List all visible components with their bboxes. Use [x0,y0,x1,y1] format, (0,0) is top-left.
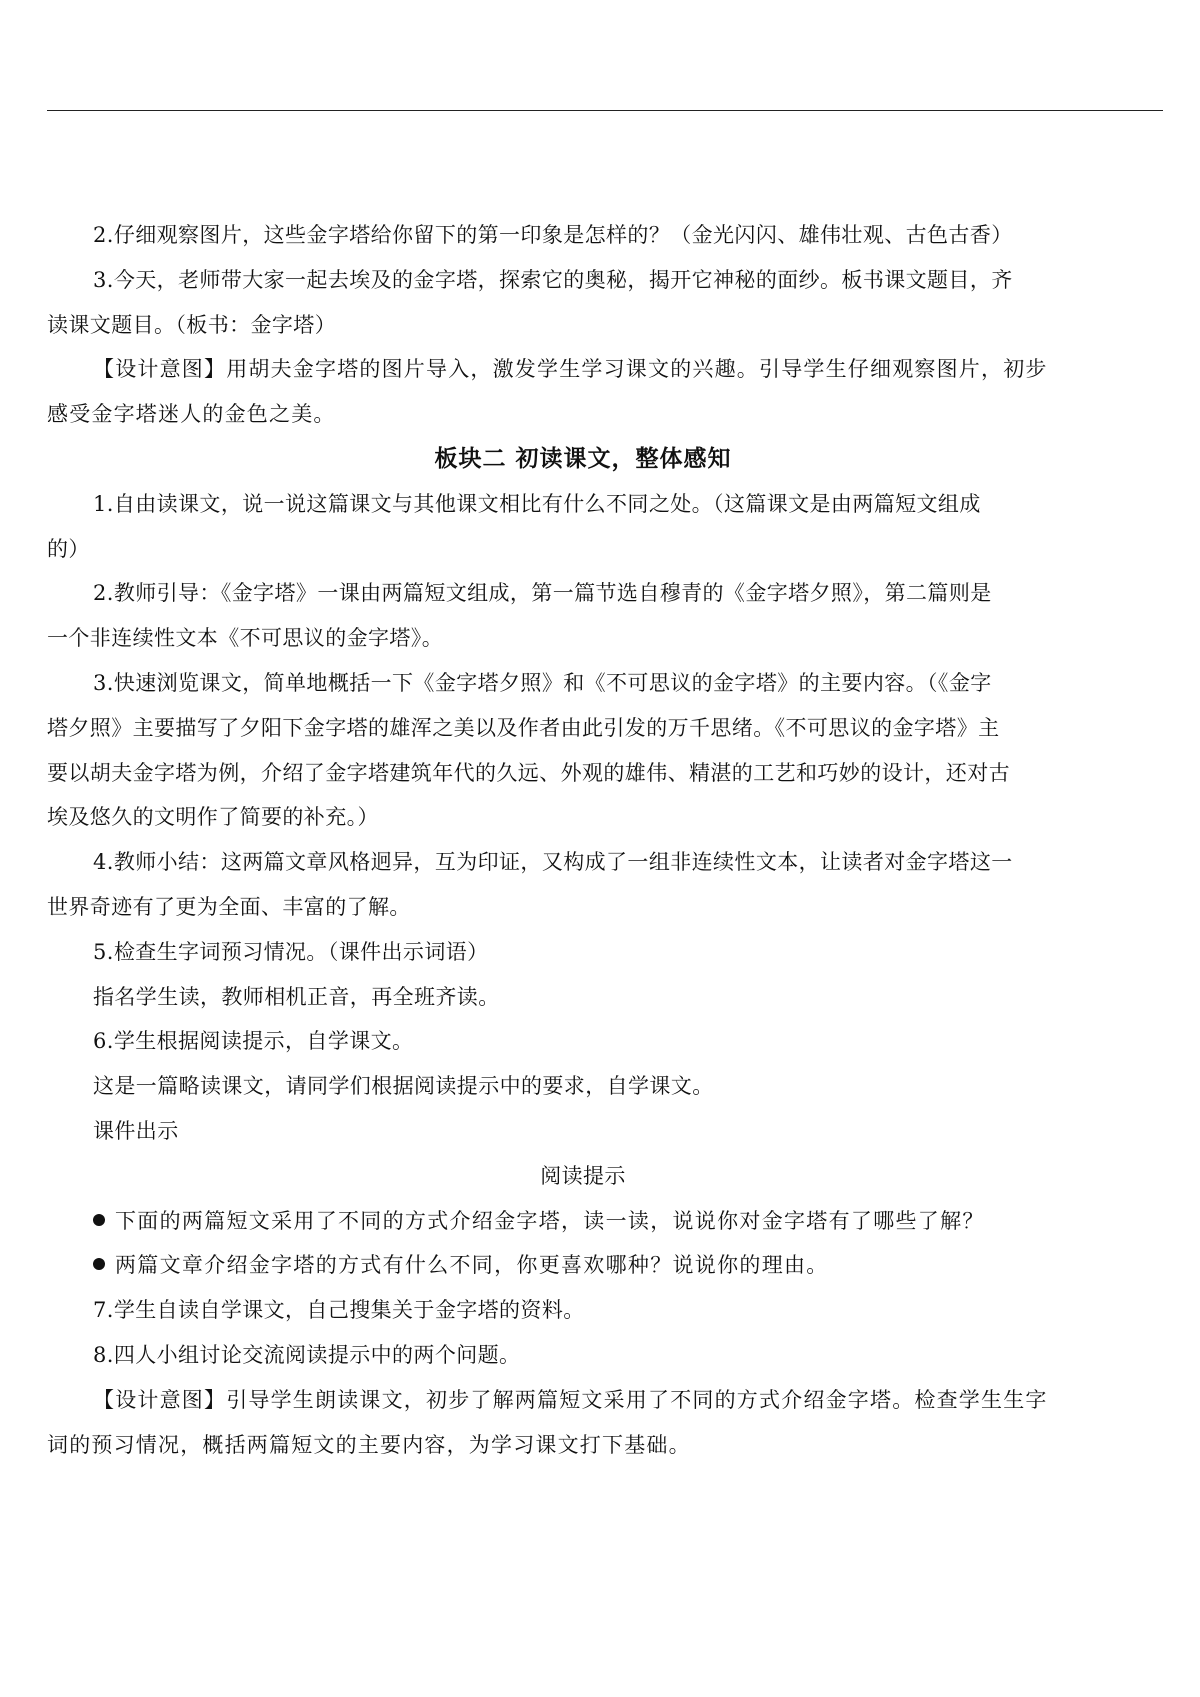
reading-tips-title: 阅读提示 [540,1163,626,1188]
design-intent-1-cont: 感受金字塔迷人的金色之美。 [47,402,336,427]
design-intent-1: 【设计意图】用胡夫金字塔的图片导入，激发学生学习课文的兴趣。引导学生仔细观察图片，初步 [93,357,1048,382]
section2-step-5-detail: 指名学生读，教师相机正音，再全班齐读。 [93,984,500,1009]
section2-step-5: 5.检查生字词预习情况。（课件出示词语） [93,939,489,964]
reading-tip-1 [47,1199,1119,1244]
paragraph-step-2: 2.仔细观察图片，这些金字塔给你留下的第一印象是怎样的？（金光闪闪、雄伟壮观、古色古香） [93,223,1013,247]
section2-step-2: 2.教师引导：《金字塔》一课由两篇短文组成，第一篇节选自穆青的《金字塔夕照》，第二篇则是 [93,581,992,606]
section2-step-1: 1.自由读课文，说一说这篇课文与其他课文相比有什么不同之处。（这篇课文是由两篇短文组成 [93,491,981,516]
reading-tip-1-text: 下面的两篇短文采用了不同的方式介绍金字塔，读一读，说说你对金字塔有了哪些了解？ [115,1208,985,1233]
section-heading: 板块二 初读课文，整体感知 [434,445,732,472]
document-body [47,213,1119,1467]
section2-step-1-cont: 的） [47,536,90,561]
section2-step-6-detail: 这是一篇略读课文，请同学们根据阅读提示中的要求，自学课文。 [93,1074,714,1099]
reading-tip-2-text: 两篇文章介绍金字塔的方式有什么不同，你更喜欢哪种？说说你的理由。 [115,1253,829,1278]
section2-step-3-cont2: 要以胡夫金字塔为例，介绍了金字塔建筑年代的久远、外观的雄伟、精湛的工艺和巧妙的设计，还对古 [47,760,1010,785]
bullet-icon [93,1258,105,1270]
section2-step-2-cont: 一个非连续性文本《不可思议的金字塔》。 [47,626,444,651]
paragraph-step-3-cont: 读课文题目。（板书：金字塔） [47,312,337,337]
courseware-label: 课件出示 [93,1118,179,1143]
design-intent-2-cont: 词的预习情况，概括两篇短文的主要内容，为学习课文打下基础。 [47,1432,691,1457]
bullet-icon [93,1214,105,1226]
section2-step-3: 3.快速浏览课文，简单地概括一下《金字塔夕照》和《不可思议的金字塔》的主要内容。（《金字 [93,670,992,695]
section2-step-7: 7.学生自读自学课文，自己搜集关于金字塔的资料。 [93,1298,585,1323]
section2-step-6: 6.学生根据阅读提示，自学课文。 [93,1029,414,1054]
section2-step-4-cont: 世界奇迹有了更为全面、丰富的了解。 [47,894,411,919]
section2-step-8: 8.四人小组讨论交流阅读提示中的两个问题。 [93,1342,521,1367]
section2-step-3-cont1: 塔夕照》主要描写了夕阳下金字塔的雄浑之美以及作者由此引发的万千思绪。《不可思议的金字塔》主 [47,715,1000,740]
design-intent-2: 【设计意图】引导学生朗读课文，初步了解两篇短文采用了不同的方式介绍金字塔。检查学生生字 [93,1387,1048,1412]
paragraph-step-3: 3.今天，老师带大家一起去埃及的金字塔，探索它的奥秘，揭开它神秘的面纱。板书课文题目，齐 [93,267,1013,292]
section2-step-3-cont3: 埃及悠久的文明作了简要的补充。） [47,805,379,830]
header-rule [47,110,1163,111]
reading-tip-2 [47,1243,1119,1288]
section2-step-4: 4.教师小结：这两篇文章风格迥异，互为印证，又构成了一组非连续性文本，让读者对金字塔这一 [93,850,1013,875]
